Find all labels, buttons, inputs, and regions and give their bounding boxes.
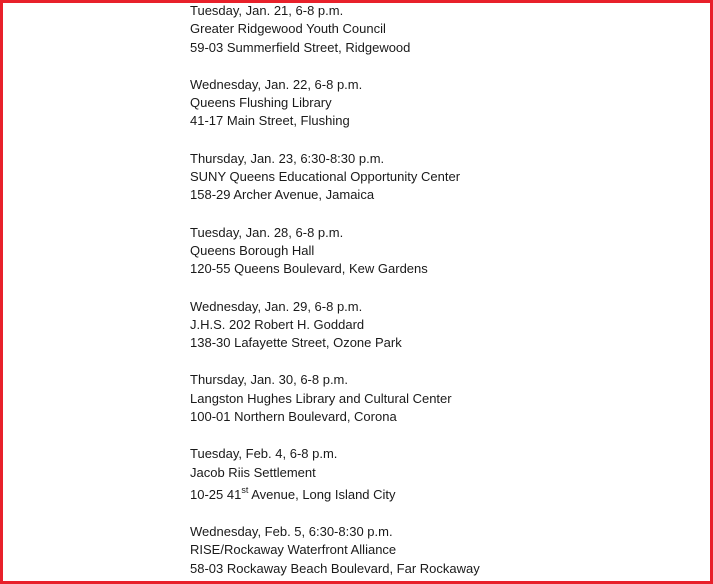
event-address: 100-01 Northern Boulevard, Corona [190,409,397,425]
event-date-time: Tuesday, Jan. 21, 6-8 p.m. [190,3,344,18]
event-venue: RISE/Rockaway Waterfront Alliance [190,542,397,558]
event-date-time: Wednesday, Jan. 29, 6-8 p.m. [190,298,363,314]
event-address: 58-03 Rockaway Beach Boulevard, Far Rockaway [190,560,480,576]
list-item [190,76,480,131]
event-address [190,482,480,504]
event-date-time: Thursday, Jan. 30, 6-8 p.m. [190,372,348,388]
event-venue: SUNY Queens Educational Opportunity Center [190,169,461,185]
event-venue: Greater Ridgewood Youth Council [190,21,386,37]
event-venue: Jacob Riis Settlement [190,464,316,480]
event-date-time: Thursday, Jan. 23, 6:30-8:30 p.m. [190,150,385,166]
event-address: 138-30 Lafayette Street, Ozone Park [190,335,402,351]
event-address: 59-03 Summerfield Street, Ridgewood [190,39,411,55]
list-item [190,150,480,205]
event-date-time: Wednesday, Jan. 22, 6-8 p.m. [190,76,363,92]
list-item [190,2,480,57]
event-venue: J.H.S. 202 Robert H. Goddard [190,316,365,332]
list-item [190,224,480,279]
event-date-time: Tuesday, Feb. 4, 6-8 p.m. [190,446,338,462]
event-date-time: Tuesday, Jan. 28, 6-8 p.m. [190,224,344,240]
event-venue: Langston Hughes Library and Cultural Center [190,390,452,406]
list-item [190,445,480,504]
event-address: 41-17 Main Street, Flushing [190,113,350,129]
event-address: 120-55 Queens Boulevard, Kew Gardens [190,261,428,277]
ordinal-suffix: st [241,484,249,495]
list-item [190,371,480,426]
list-item [190,298,480,353]
meeting-schedule [190,2,480,584]
address-number: 10-25 41 [190,486,242,502]
event-date-time: Wednesday, Feb. 5, 6:30-8:30 p.m. [190,523,393,539]
event-venue: Queens Borough Hall [190,242,315,258]
list-item [190,523,480,578]
event-address: 158-29 Archer Avenue, Jamaica [190,187,375,203]
address-street: Avenue, Long Island City [248,486,396,502]
event-venue: Queens Flushing Library [190,95,332,111]
